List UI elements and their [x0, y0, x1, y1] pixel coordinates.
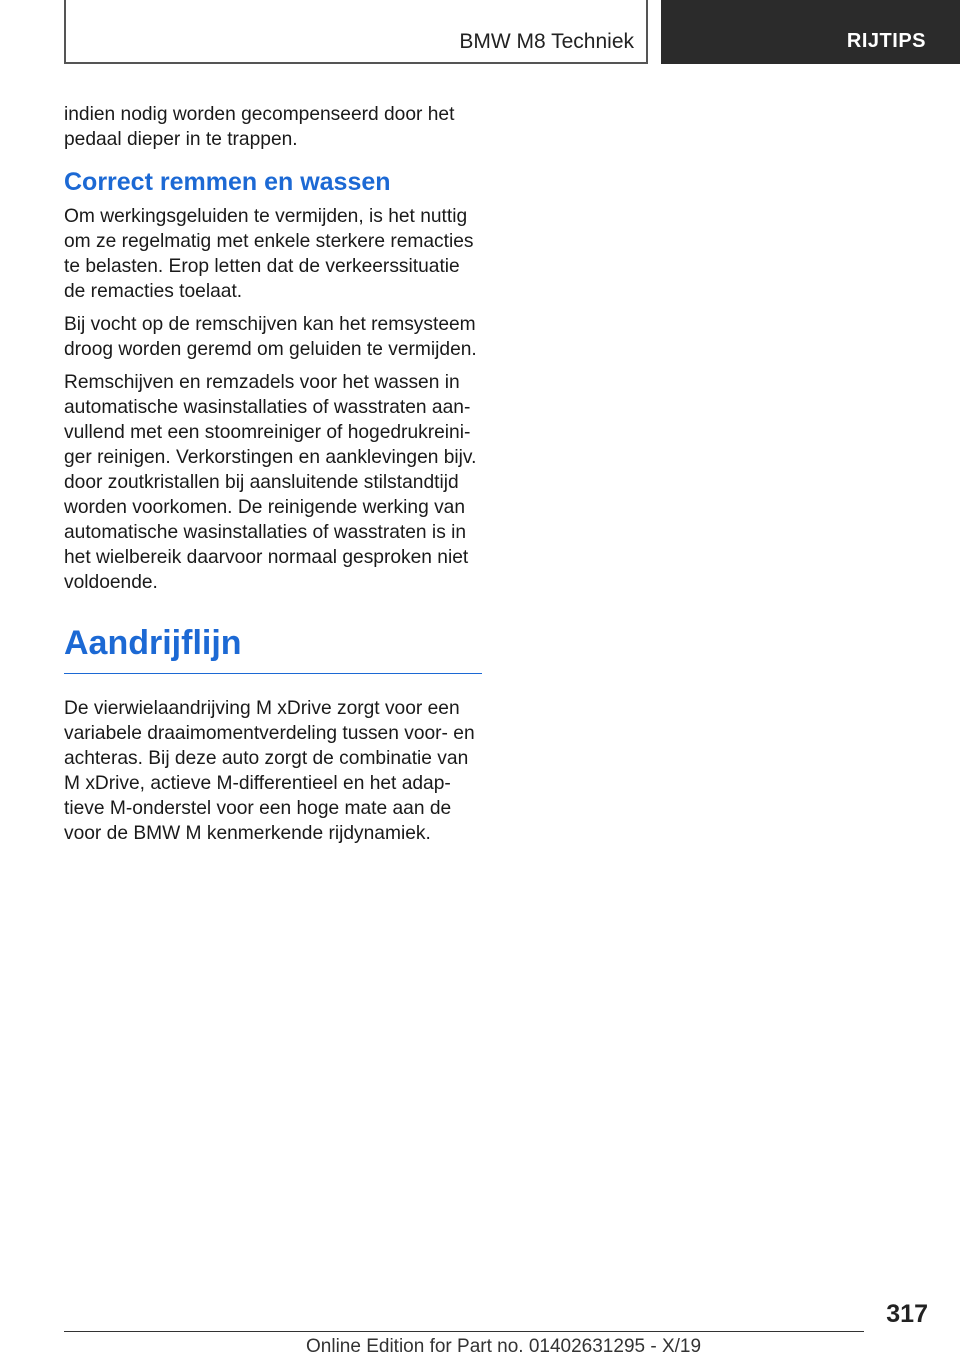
- subsection-title: Correct remmen en wassen: [64, 168, 391, 196]
- page-number: 317: [886, 1300, 928, 1328]
- section-title: Aandrijflijn: [64, 621, 482, 674]
- body-paragraph: De vierwielaandrijving M xDrive zorgt voor een variabele draaimomentverdeling tussen voor- en achteras. Bij deze auto zorgt de combinatie van M xDrive, actieve M-differentieel en het adap-tieve M-onderstel voor een hoge mate aan de voor de BMW M kenmerkende rijdynamiek.: [64, 698, 475, 844]
- body-paragraph: Bij vocht op de remschijven kan het remsysteem droog worden geremd om geluiden te vermijden.: [64, 314, 477, 360]
- page-content: [64, 102, 482, 854]
- footer-divider: [64, 1331, 864, 1332]
- body-paragraph: Remschijven en remzadels voor het wassen in automatische wasinstallaties of wasstraten aan-vullend met een stoomreiniger of hogedrukreini-ger reinigen. Verkorstingen en aanklevingen bijv. door zoutkristallen bij aansluitende stilstandtijd worden voorkomen. De reinigende werking van automatische wasinstallaties of wasstraten is in het wielbereik daarvoor normaal gesproken niet voldoende.: [64, 372, 477, 593]
- manual-title: BMW M8 Techniek: [459, 30, 634, 53]
- intro-paragraph: indien nodig worden gecompenseerd door het pedaal dieper in te trappen.: [64, 104, 455, 150]
- header-section-tab: [661, 0, 960, 64]
- header-title-box: [64, 0, 648, 64]
- footer-edition: Online Edition for Part no. 01402631295 - X/19: [306, 1336, 702, 1357]
- body-paragraph: Om werkingsgeluiden te vermijden, is het nuttig om ze regelmatig met enkele sterkere remacties te belasten. Erop letten dat de verkeerssituatie de remacties toelaat.: [64, 206, 474, 302]
- section-label: RIJTIPS: [846, 30, 926, 52]
